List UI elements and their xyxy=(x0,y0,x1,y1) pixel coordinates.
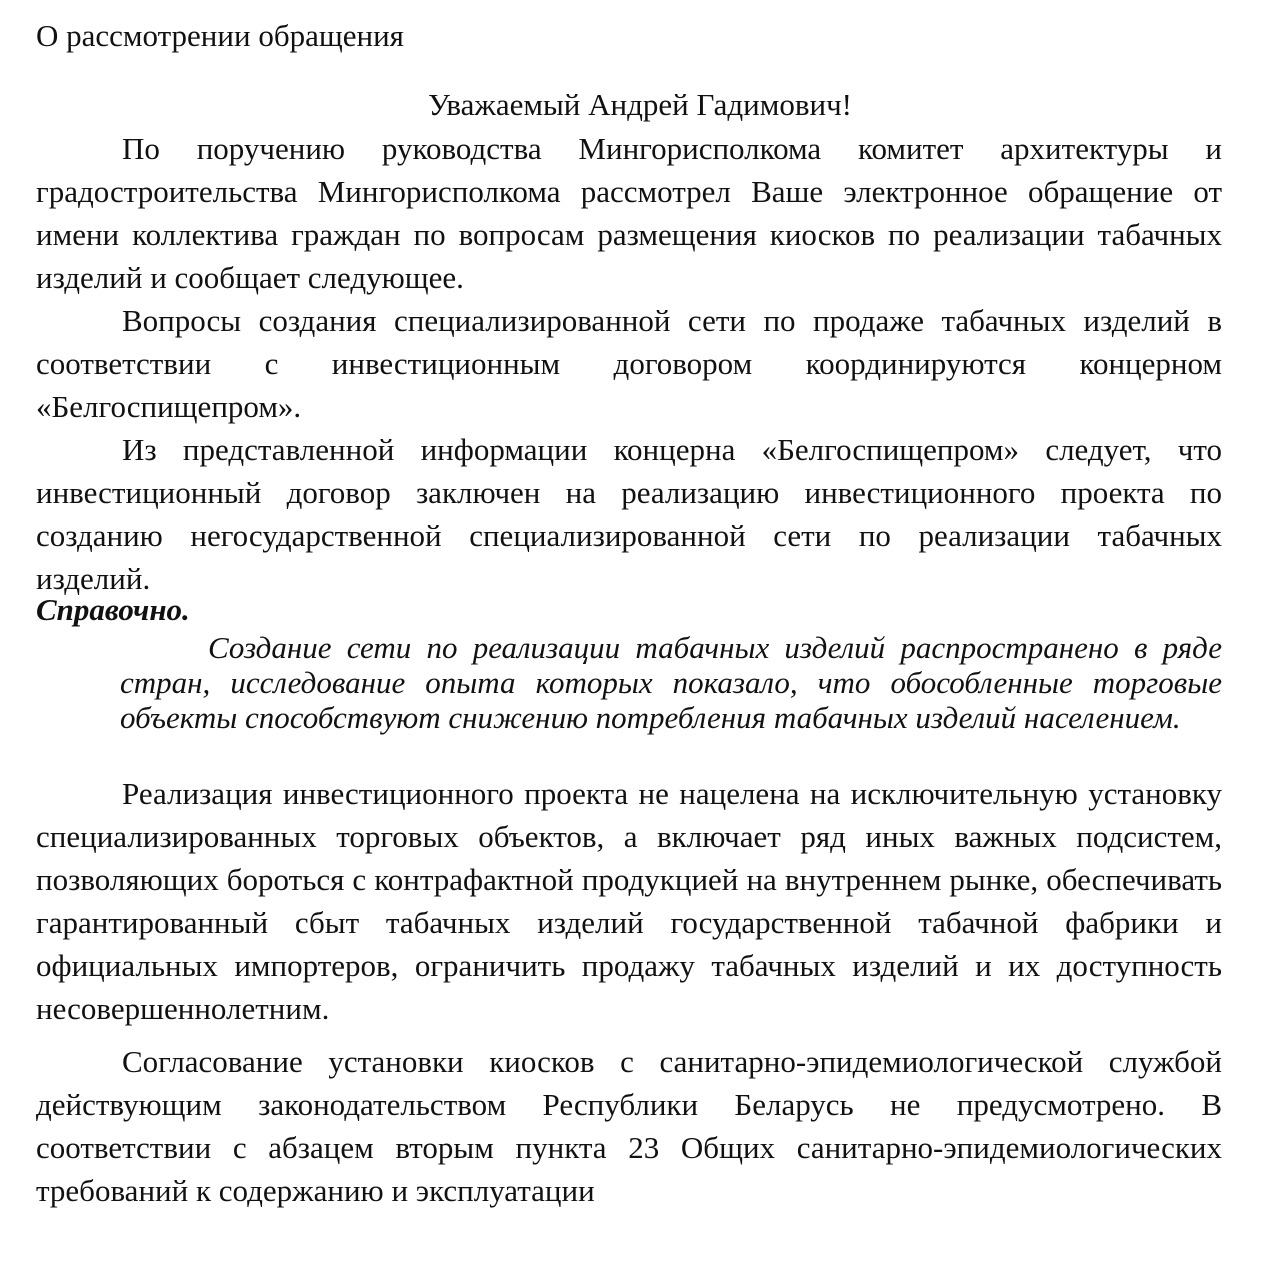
note-heading: Справочно. xyxy=(36,592,190,627)
paragraph-3: Из представленной информации концерна «Белгоспищепром» следует, что инвестиционный договор заключен на реализацию инвестиционного проекта по созданию негосударственной специализированной сети по реализации табачных изделий. xyxy=(36,432,1222,596)
paragraph-2: Вопросы создания специализированной сети по продаже табачных изделий в соответствии с инвестиционным договором координируются концерном «Белгоспищепром». xyxy=(36,303,1222,424)
body-section-1 xyxy=(36,127,1222,600)
body-section-2 xyxy=(36,772,1222,1212)
document-subject: О рассмотрении обращения xyxy=(36,18,404,53)
note-text: Создание сети по реализации табачных изделий распространено в ряде стран, исследование опыта которых показало, что обособленные торговые объекты способствуют снижению потребления табачных изделий населением. xyxy=(120,630,1222,735)
paragraph-5: Согласование установки киосков с санитарно-эпидемиологической службой действующим законодательством Республики Беларусь не предусмотрено. В соответствии с абзацем вторым пункта 23 Общих санитарно-эпидемиологических требований к содержанию и эксплуатации xyxy=(36,1044,1222,1208)
salutation: Уважаемый Андрей Гадимович! xyxy=(427,87,853,122)
paragraph-4: Реализация инвестиционного проекта не нацелена на исключительную установку специализированных торговых объектов, а включает ряд иных важных подсистем, позволяющих бороться с контрафактной продукцией на внутреннем рынке, обеспечивать гарантированный сбыт табачных изделий государственной табачной фабрики и официальных импортеров, ограничить продажу табачных изделий и их доступность несовершеннолетним. xyxy=(36,776,1222,1026)
paragraph-1: По поручению руководства Мингорисполкома комитет архитектуры и градостроительства Мингорисполкома рассмотрел Ваше электронное обращение от имени коллектива граждан по вопросам размещения киосков по реализации табачных изделий и сообщает следующее. xyxy=(36,131,1222,295)
